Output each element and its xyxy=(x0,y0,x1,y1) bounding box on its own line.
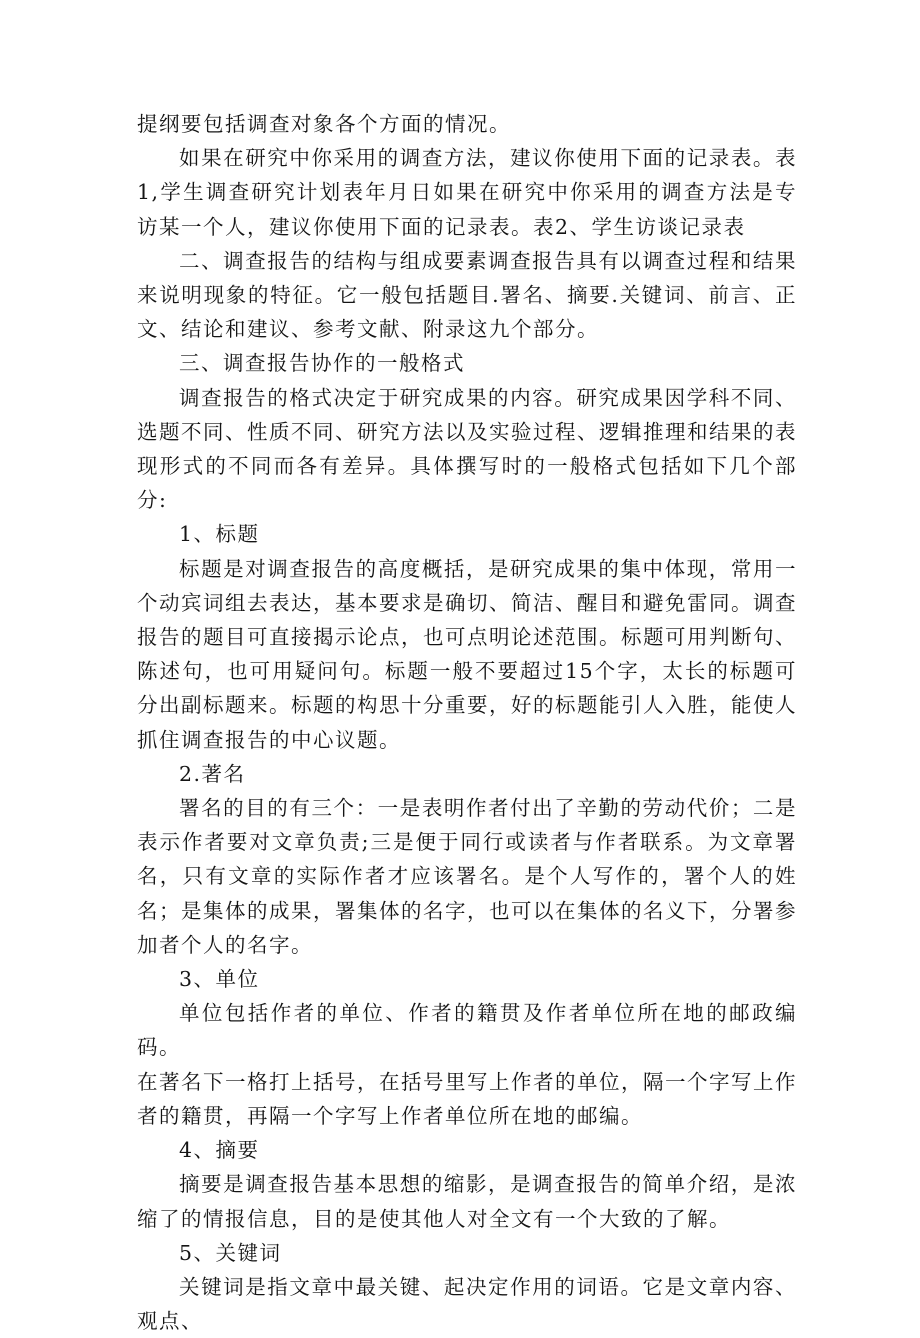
section-heading: 三、调查报告协作的一般格式 xyxy=(179,351,465,376)
section-heading: 1、标题 xyxy=(179,522,260,547)
paragraph: 如果在研究中你采用的调查方法，建议你使用下面的记录表。表1,学生调查研究计划表年月日如果在研究中你采用的调查方法是专访某一个人，建议你使用下面的记录表。表2、学生访谈记录表 xyxy=(137,146,797,239)
paragraph: 在著名下一格打上括号，在括号里写上作者的单位，隔一个字写上作者的籍贯，再隔一个字写上作者单位所在地的邮编。 xyxy=(137,1069,797,1128)
paragraph: 署名的目的有三个：一是表明作者付出了辛勤的劳动代价；二是表示作者要对文章负责;三是便于同行或读者与作者联系。为文章署名，只有文章的实际作者才应该署名。是个人写作的，署个人的姓名；是集体的成果，署集体的名字，也可以在集体的名义下，分署参加者个人的名字。 xyxy=(137,796,797,957)
section-heading: 4、摘要 xyxy=(179,1138,260,1163)
section-heading: 2.著名 xyxy=(179,761,246,786)
paragraph: 调查报告的格式决定于研究成果的内容。研究成果因学科不同、选题不同、性质不同、研究方法以及实验过程、逻辑推理和结果的表现形式的不同而各有差异。具体撰写时的一般格式包括如下几个部分: xyxy=(137,385,797,513)
paragraph: 关键词是指文章中最关键、起决定作用的词语。它是文章内容、观点、 xyxy=(137,1274,797,1334)
section-heading: 3、单位 xyxy=(179,967,260,992)
paragraph: 标题是对调查报告的高度概括，是研究成果的集中体现，常用一个动宾词组去表达，基本要求是确切、简洁、醒目和避免雷同。调查报告的题目可直接揭示论点，也可点明论述范围。标题可用判断句、陈述句，也可用疑问句。标题一般不要超过15个字，太长的标题可分出副标题来。标题的构思十分重要，好的标题能引人入胜，能使人抓住调查报告的中心议题。 xyxy=(137,556,797,752)
section-heading: 5、关键词 xyxy=(179,1240,282,1265)
paragraph: 二、调查报告的结构与组成要素调查报告具有以调查过程和结果来说明现象的特征。它一般包括题目.署名、摘要.关键词、前言、正文、结论和建议、参考文献、附录这九个部分。 xyxy=(137,248,797,342)
paragraph: 摘要是调查报告基本思想的缩影，是调查报告的简单介绍，是浓缩了的情报信息，目的是使其他人对全文有一个大致的了解。 xyxy=(137,1172,797,1231)
paragraph: 提纲要包括调查对象各个方面的情况。 xyxy=(137,112,511,136)
document-body xyxy=(137,107,797,1338)
paragraph: 单位包括作者的单位、作者的籍贯及作者单位所在地的邮政编码。 xyxy=(137,1001,797,1060)
